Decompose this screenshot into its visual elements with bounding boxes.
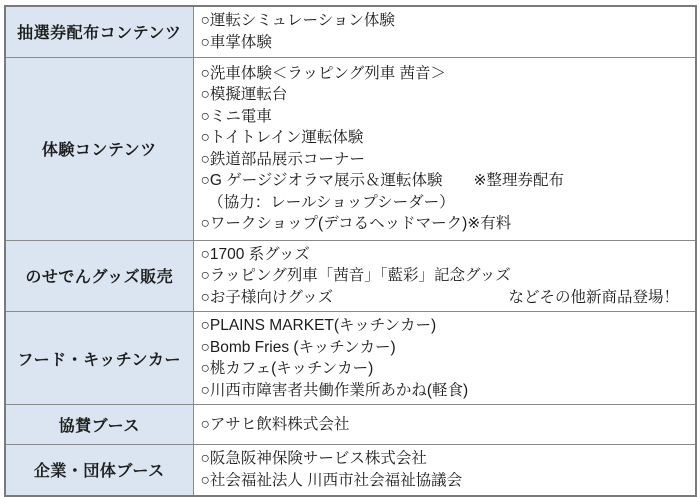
list-item: ○模擬運転台 xyxy=(200,86,288,103)
items-cell xyxy=(193,57,696,240)
list-item: ○鉄道部品展示コーナー xyxy=(200,150,365,168)
list-item: ○川西市障害者共働作業所あかね(軽食) xyxy=(200,381,469,399)
list-item: ○車掌体験 xyxy=(200,33,272,51)
list-item: ○Bomb Fries (キッチンカー) xyxy=(200,338,396,356)
list-item: ○G ゲージジオラマ展示＆運転体験 ※整理券配布 xyxy=(200,172,565,189)
list-item xyxy=(201,287,680,309)
category-header-cell: フード・キッチンカー xyxy=(5,312,193,405)
event-contents-table xyxy=(4,5,697,497)
items-cell xyxy=(193,240,696,312)
list-item: ○ミニ電車 xyxy=(200,107,272,125)
list-item: ○阪急阪神保険サービス株式会社 xyxy=(200,450,427,468)
list-item: ○トイトレイン運転体験 xyxy=(200,129,364,146)
table-row xyxy=(5,240,696,312)
list-item: ○運転シミュレーション体験 xyxy=(200,12,395,30)
table-row xyxy=(5,57,696,240)
table-row xyxy=(5,405,696,445)
list-item: （協力：レールショップシーダー） xyxy=(200,193,455,211)
items-cell xyxy=(193,6,696,57)
list-item: ○洗車体験＜ラッピング列車 茜音＞ xyxy=(200,64,447,82)
category-header-cell: 企業・団体ブース xyxy=(5,445,193,496)
event-contents-table-body xyxy=(5,6,696,496)
category-header-cell: 体験コンテンツ xyxy=(5,57,193,240)
items-cell xyxy=(193,312,696,405)
category-header-cell: 協賛ブース xyxy=(5,405,193,445)
list-item: ○1700 系グッズ xyxy=(200,245,310,263)
category-header-cell: 抽選券配布コンテンツ xyxy=(5,6,193,57)
list-item: ○PLAINS MARKET(キッチンカー) xyxy=(200,317,437,334)
category-header-cell: のせでんグッズ販売 xyxy=(5,240,193,312)
list-item: ○社会福祉法人 川西市社会福祉協議会 xyxy=(200,471,463,489)
items-cell xyxy=(193,405,696,445)
list-item: ○桃カフェ(キッチンカー) xyxy=(200,360,374,377)
list-item: ○アサヒ飲料株式会社 xyxy=(200,415,350,433)
table-row xyxy=(5,312,696,405)
list-item-text: ○お子様向けグッズ xyxy=(200,288,334,306)
list-item: ○ラッピング列車「茜音」「藍彩」記念グッズ xyxy=(200,267,511,284)
table-row xyxy=(5,6,696,57)
list-item-note: などその他新商品登場！ xyxy=(508,288,679,306)
list-item: ○ワークショップ(デコるヘッドマーク)※有料 xyxy=(200,215,512,232)
